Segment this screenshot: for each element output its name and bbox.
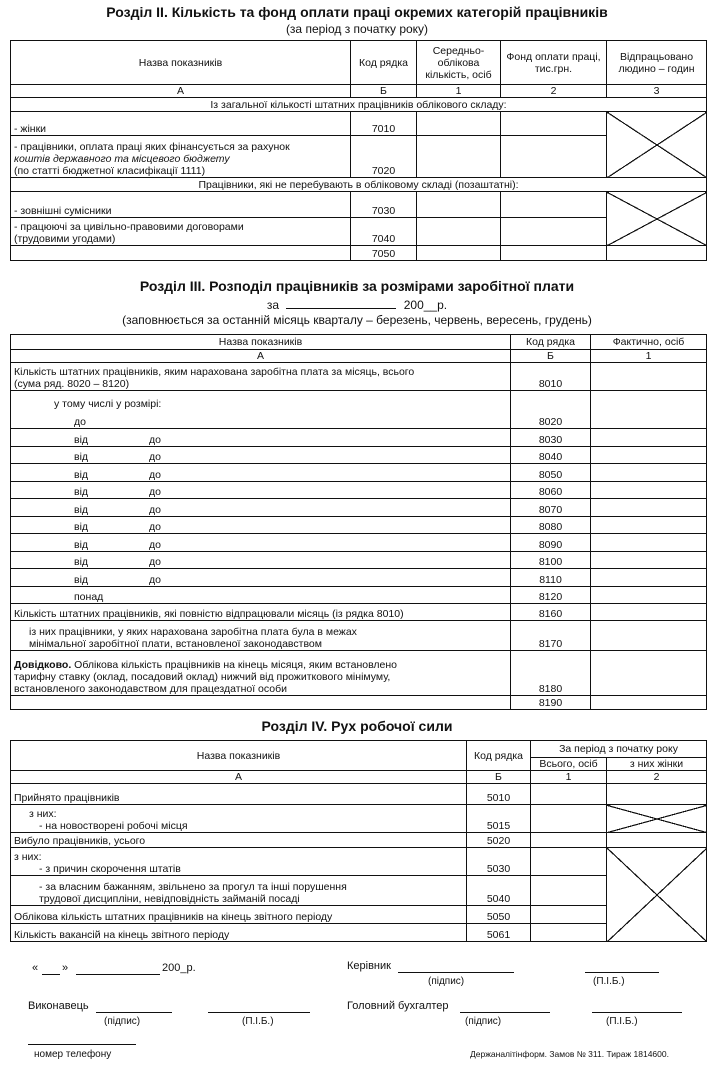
s4-row-hired-label: Прийнято працівників bbox=[11, 784, 467, 805]
s2-row-contract-label bbox=[11, 218, 351, 246]
s2-col-2: 2 bbox=[501, 85, 607, 98]
footer-accountant-label: Головний бухгалтер bbox=[347, 1000, 449, 1012]
s3-header-name: Назва показників bbox=[11, 335, 511, 350]
s3-range-to: до bbox=[149, 451, 161, 463]
s3-range-to: до bbox=[149, 538, 161, 551]
s3-row-full-code: 8160 bbox=[511, 603, 591, 620]
section-3-table bbox=[10, 334, 707, 710]
s3-range-code: 8030 bbox=[511, 429, 591, 447]
s3-row-ref-line3: встановленого законодавством для працездатної особи bbox=[14, 682, 287, 695]
s4-row-hired-code: 5010 bbox=[467, 784, 531, 805]
s2-row-women-fund[interactable] bbox=[501, 112, 607, 136]
s3-range-from: від bbox=[74, 521, 89, 533]
s3-range-code: 8090 bbox=[511, 534, 591, 552]
s4-row-hired-all[interactable] bbox=[531, 784, 607, 805]
s4-row-hired-women[interactable] bbox=[607, 784, 707, 805]
s2-row-total-label bbox=[11, 246, 351, 261]
s3-row-ref-bold: Довідково. bbox=[14, 658, 72, 671]
s3-range-row bbox=[11, 446, 707, 464]
s2-row-contract-line1: - працюючі за цивільно-правовими договорами bbox=[14, 221, 244, 233]
s4-row-voluntary-line2: трудової дисципліни, невідповідність займаній посаді bbox=[39, 893, 300, 905]
s3-range-label bbox=[11, 516, 511, 534]
s3-row-ref-label bbox=[11, 650, 511, 695]
s4-row-left-women[interactable] bbox=[607, 833, 707, 848]
section-4-table bbox=[10, 740, 707, 942]
period-za: за bbox=[266, 298, 280, 312]
s4-header-all: Всього, осіб bbox=[531, 758, 607, 771]
s3-row-over-value[interactable] bbox=[591, 586, 707, 603]
s3-range-value[interactable] bbox=[591, 446, 707, 464]
s3-range-row bbox=[11, 569, 707, 587]
footer-executor-name-caption: (П.І.Б.) bbox=[242, 1016, 274, 1027]
s3-including-label: у тому числі у розмірі: bbox=[54, 398, 162, 410]
s4-col-1: 1 bbox=[531, 771, 607, 784]
s4-row-reduction-label bbox=[11, 848, 467, 876]
s3-range-label bbox=[11, 481, 511, 499]
footer-date-open: « bbox=[32, 962, 39, 974]
footer-phone-field[interactable] bbox=[28, 1044, 136, 1045]
s4-row-reduction-text: - з причин скорочення штатів bbox=[39, 863, 181, 875]
s3-range-row bbox=[11, 481, 707, 499]
s3-row-last-code: 8190 bbox=[511, 695, 591, 709]
s4-row-reduction-all[interactable] bbox=[531, 848, 607, 876]
s4-row-newjobs-of-them: з них: bbox=[29, 808, 57, 820]
s3-row-to-label bbox=[11, 391, 511, 429]
s2-col-1: 1 bbox=[417, 85, 501, 98]
s3-col-1: 1 bbox=[591, 350, 707, 363]
s3-row-ref-line2: тарифну ставку (оклад, посадовий оклад) нижчий від прожиткового мінімуму, bbox=[14, 670, 391, 683]
s2-row-contract-fund[interactable] bbox=[501, 218, 607, 246]
s3-range-to: до bbox=[149, 573, 161, 586]
s3-range-label bbox=[11, 499, 511, 517]
s2-crossed-cell-1 bbox=[607, 112, 707, 178]
footer-executor-signature-field[interactable] bbox=[96, 1012, 172, 1013]
section-2-subtitle: (за період з початку року) bbox=[285, 22, 429, 36]
s4-row-newjobs-label bbox=[11, 805, 467, 833]
footer-phone-caption: номер телефону bbox=[34, 1049, 112, 1060]
s3-row-min-label bbox=[11, 620, 511, 650]
s2-row-budget-code: 7020 bbox=[351, 136, 417, 178]
s3-range-code: 8050 bbox=[511, 464, 591, 482]
s3-range-label bbox=[11, 446, 511, 464]
s3-range-value[interactable] bbox=[591, 429, 707, 447]
footer-head-name-field[interactable] bbox=[585, 972, 659, 973]
s3-row-min-value[interactable] bbox=[591, 620, 707, 650]
s4-row-newjobs-text: - на новостворені робочі місця bbox=[39, 820, 188, 832]
s2-row-external-code: 7030 bbox=[351, 192, 417, 218]
section-4-title: Розділ IV. Рух робочої сили bbox=[261, 718, 453, 734]
s3-range-label bbox=[11, 569, 511, 587]
s4-row-newjobs-code: 5015 bbox=[467, 805, 531, 833]
s3-range-value[interactable] bbox=[591, 481, 707, 499]
s2-row-external-avg[interactable] bbox=[417, 192, 501, 218]
s2-row-budget-fund[interactable] bbox=[501, 136, 607, 178]
s3-range-row bbox=[11, 499, 707, 517]
s2-row-contract-code: 7040 bbox=[351, 218, 417, 246]
s3-row-total-value[interactable] bbox=[591, 363, 707, 391]
s2-row-total-code: 7050 bbox=[351, 246, 417, 261]
s3-row-full-value[interactable] bbox=[591, 603, 707, 620]
footer-head-signature-field[interactable] bbox=[398, 972, 514, 973]
s3-row-to-word: до bbox=[74, 416, 86, 428]
period-year: 200__р. bbox=[403, 298, 448, 312]
s2-row-contract-avg[interactable] bbox=[417, 218, 501, 246]
s3-row-to-value[interactable] bbox=[591, 391, 707, 429]
s3-row-over-code: 8120 bbox=[511, 586, 591, 603]
footer-head-name-caption: (П.І.Б.) bbox=[593, 976, 625, 987]
s3-range-from: від bbox=[74, 503, 89, 516]
s3-row-total-label bbox=[11, 363, 511, 391]
s3-range-code: 8040 bbox=[511, 446, 591, 464]
s3-range-value[interactable] bbox=[591, 551, 707, 569]
s3-range-to: до bbox=[149, 433, 161, 446]
s2-col-3: 3 bbox=[607, 85, 707, 98]
s4-row-vacancies-code: 5061 bbox=[467, 924, 531, 942]
footer-date-day-field[interactable] bbox=[42, 974, 60, 975]
s4-row-reduction-code: 5030 bbox=[467, 848, 531, 876]
s4-row-vacancies-label: Кількість вакансій на кінець звітного періоду bbox=[11, 924, 467, 942]
s3-header-code: Код рядка bbox=[511, 335, 591, 350]
s3-range-value[interactable] bbox=[591, 516, 707, 534]
s3-range-rows bbox=[11, 429, 707, 587]
s4-header-women: з них жінки bbox=[607, 758, 707, 771]
s4-crossed-cell-2 bbox=[607, 848, 707, 942]
section-3-title: Розділ ІІІ. Розподіл працівників за розмірами заробітної плати bbox=[139, 278, 575, 294]
s2-header-name: Назва показників bbox=[11, 41, 351, 85]
s3-range-value[interactable] bbox=[591, 534, 707, 552]
s3-range-label bbox=[11, 464, 511, 482]
s2-group-staff: Із загальної кількості штатних працівників облікового складу: bbox=[11, 98, 707, 112]
s3-row-ref-line1 bbox=[14, 659, 507, 671]
section-2-title: Розділ ІІ. Кількість та фонд оплати праці окремих категорій працівників bbox=[106, 4, 608, 20]
s3-range-from: від bbox=[74, 486, 89, 498]
s2-row-budget-label bbox=[11, 136, 351, 178]
s2-header-fund: Фонд оплати праці, тис.грн. bbox=[501, 41, 607, 85]
s3-range-from: від bbox=[74, 538, 89, 551]
section-2-table bbox=[10, 40, 707, 261]
s2-header-avg: Середньо-облікова кількість, осіб bbox=[417, 41, 501, 85]
s3-header-fact: Фактично, осіб bbox=[591, 335, 707, 350]
s2-row-total-fund[interactable] bbox=[501, 246, 607, 261]
footer-executor-label: Виконавець bbox=[28, 1000, 89, 1012]
s2-row-budget-line1: - працівники, оплата праці яких фінансується за рахунок bbox=[14, 141, 290, 153]
s3-range-to: до bbox=[149, 486, 161, 498]
s3-row-total-code: 8010 bbox=[511, 363, 591, 391]
s3-row-over-label bbox=[11, 586, 511, 603]
footer-head-label: Керівник bbox=[347, 960, 391, 972]
s4-row-newjobs-all[interactable] bbox=[531, 805, 607, 833]
s4-row-left-label: Вибуло працівників, усього bbox=[11, 833, 467, 848]
s2-row-external-label: - зовнішні сумісники bbox=[11, 192, 351, 218]
s4-col-2: 2 bbox=[607, 771, 707, 784]
s3-row-total-line2: (сума ряд. 8020 – 8120) bbox=[14, 378, 130, 390]
s2-col-a: А bbox=[11, 85, 351, 98]
period-month-field[interactable] bbox=[286, 297, 396, 309]
s3-col-b: Б bbox=[511, 350, 591, 363]
s3-row-ref-value[interactable] bbox=[591, 650, 707, 695]
s3-row-total-line1: Кількість штатних працівників, яким нарахована заробітна плата за місяць, всього bbox=[14, 366, 415, 378]
s4-row-voluntary-line1: - за власним бажанням, звільнено за прогул та інші порушення bbox=[39, 881, 347, 893]
s3-range-value[interactable] bbox=[591, 499, 707, 517]
footer-accountant-name-field[interactable] bbox=[592, 1012, 682, 1013]
footer-accountant-sign-caption: (підпис) bbox=[465, 1016, 502, 1027]
s4-header-code: Код рядка bbox=[467, 741, 531, 771]
s2-row-women-code: 7010 bbox=[351, 112, 417, 136]
s3-range-code: 8080 bbox=[511, 516, 591, 534]
s4-row-left-all[interactable] bbox=[531, 833, 607, 848]
section-3-period bbox=[0, 297, 714, 312]
s2-header-hours: Відпрацьовано людино – годин bbox=[607, 41, 707, 85]
s3-range-code: 8070 bbox=[511, 499, 591, 517]
footer-head-sign-caption: (підпис) bbox=[428, 976, 465, 987]
s3-range-row bbox=[11, 551, 707, 569]
s3-range-from: від bbox=[74, 556, 89, 568]
s2-row-women-label: - жінки bbox=[11, 112, 351, 136]
s2-header-code: Код рядка bbox=[351, 41, 417, 85]
s2-row-budget-line2: коштів державного та місцевого бюджету bbox=[14, 153, 230, 165]
s3-range-label bbox=[11, 429, 511, 447]
s3-range-row bbox=[11, 429, 707, 447]
s2-row-budget-line3: (по статті бюджетної класифікації 1111) bbox=[14, 165, 206, 177]
s3-range-to: до bbox=[149, 556, 161, 568]
s2-col-b: Б bbox=[351, 85, 417, 98]
footer-executor-sign-caption: (підпис) bbox=[104, 1016, 141, 1027]
s3-row-min-line2: мінімальної заробітної плати, встановленої законодавством bbox=[29, 637, 322, 650]
s3-range-to: до bbox=[149, 468, 161, 481]
s4-crossed-cell-1 bbox=[607, 805, 707, 833]
s3-row-full-label: Кількість штатних працівників, які повністю відпрацювали місяць (із рядка 8010) bbox=[11, 603, 511, 620]
s3-row-over-word: понад bbox=[74, 590, 104, 603]
s3-range-code: 8110 bbox=[511, 569, 591, 587]
s3-range-row bbox=[11, 516, 707, 534]
s4-header-period: За період з початку року bbox=[531, 741, 707, 758]
s4-row-headcount-all[interactable] bbox=[531, 906, 607, 924]
s4-row-headcount-code: 5050 bbox=[467, 906, 531, 924]
s2-row-women-avg[interactable] bbox=[417, 112, 501, 136]
s3-range-value[interactable] bbox=[591, 464, 707, 482]
s3-col-a: А bbox=[11, 350, 511, 363]
s2-crossed-cell-2 bbox=[607, 192, 707, 246]
s2-row-total-hours[interactable] bbox=[607, 246, 707, 261]
s3-row-last-value[interactable] bbox=[591, 695, 707, 709]
s3-row-last-label bbox=[11, 695, 511, 709]
s3-range-to: до bbox=[149, 521, 161, 533]
s3-row-ref-text1: Облікова кількість працівників на кінець місяця, яким встановлено bbox=[71, 658, 398, 671]
s4-row-vacancies-all[interactable] bbox=[531, 924, 607, 942]
footer-date-year: 200_р. bbox=[162, 962, 196, 974]
s4-row-voluntary-all[interactable] bbox=[531, 876, 607, 906]
s4-header-name: Назва показників bbox=[11, 741, 467, 771]
s4-row-reduction-of-them: з них: bbox=[14, 851, 42, 863]
footer-publisher: Держаналітінформ. Замов № 311. Тираж 1814600. bbox=[470, 1049, 669, 1059]
s3-range-label bbox=[11, 534, 511, 552]
s3-row-to-code: 8020 bbox=[511, 391, 591, 429]
s3-range-row bbox=[11, 464, 707, 482]
s2-group-nonstaff: Працівники, які не перебувають в обліковому складі (позаштатні): bbox=[11, 178, 707, 192]
footer-accountant-signature-field[interactable] bbox=[460, 1012, 550, 1013]
footer-date-month-field[interactable] bbox=[76, 974, 160, 975]
s4-col-b: Б bbox=[467, 771, 531, 784]
s3-range-from: від bbox=[74, 573, 89, 586]
footer-accountant-name-caption: (П.І.Б.) bbox=[606, 1016, 638, 1027]
s2-row-contract-line2: (трудовими угодами) bbox=[14, 233, 116, 245]
s3-range-row bbox=[11, 534, 707, 552]
s4-row-voluntary-label bbox=[11, 876, 467, 906]
s3-range-code: 8100 bbox=[511, 551, 591, 569]
footer-date-close: » bbox=[62, 962, 69, 974]
s4-col-a: А bbox=[11, 771, 467, 784]
s3-range-from: від bbox=[74, 451, 89, 463]
s4-row-left-code: 5020 bbox=[467, 833, 531, 848]
s3-row-min-line1: із них працівники, у яких нарахована заробітна плата була в межах bbox=[29, 625, 357, 638]
s3-row-ref-code: 8180 bbox=[511, 650, 591, 695]
s4-row-headcount-label: Облікова кількість штатних працівників на кінець звітного періоду bbox=[11, 906, 467, 924]
s3-range-code: 8060 bbox=[511, 481, 591, 499]
s2-row-external-fund[interactable] bbox=[501, 192, 607, 218]
s4-row-voluntary-code: 5040 bbox=[467, 876, 531, 906]
s3-range-from: від bbox=[74, 433, 89, 446]
section-3-subtitle: (заповнюється за останній місяць кварталу – березень, червень, вересень, грудень) bbox=[122, 313, 592, 327]
footer-executor-name-field[interactable] bbox=[208, 1012, 310, 1013]
s2-row-budget-avg[interactable] bbox=[417, 136, 501, 178]
s3-row-min-code: 8170 bbox=[511, 620, 591, 650]
s3-range-from: від bbox=[74, 468, 89, 481]
s2-row-total-avg[interactable] bbox=[417, 246, 501, 261]
s3-range-label bbox=[11, 551, 511, 569]
s3-range-to: до bbox=[149, 503, 161, 516]
s3-range-value[interactable] bbox=[591, 569, 707, 587]
